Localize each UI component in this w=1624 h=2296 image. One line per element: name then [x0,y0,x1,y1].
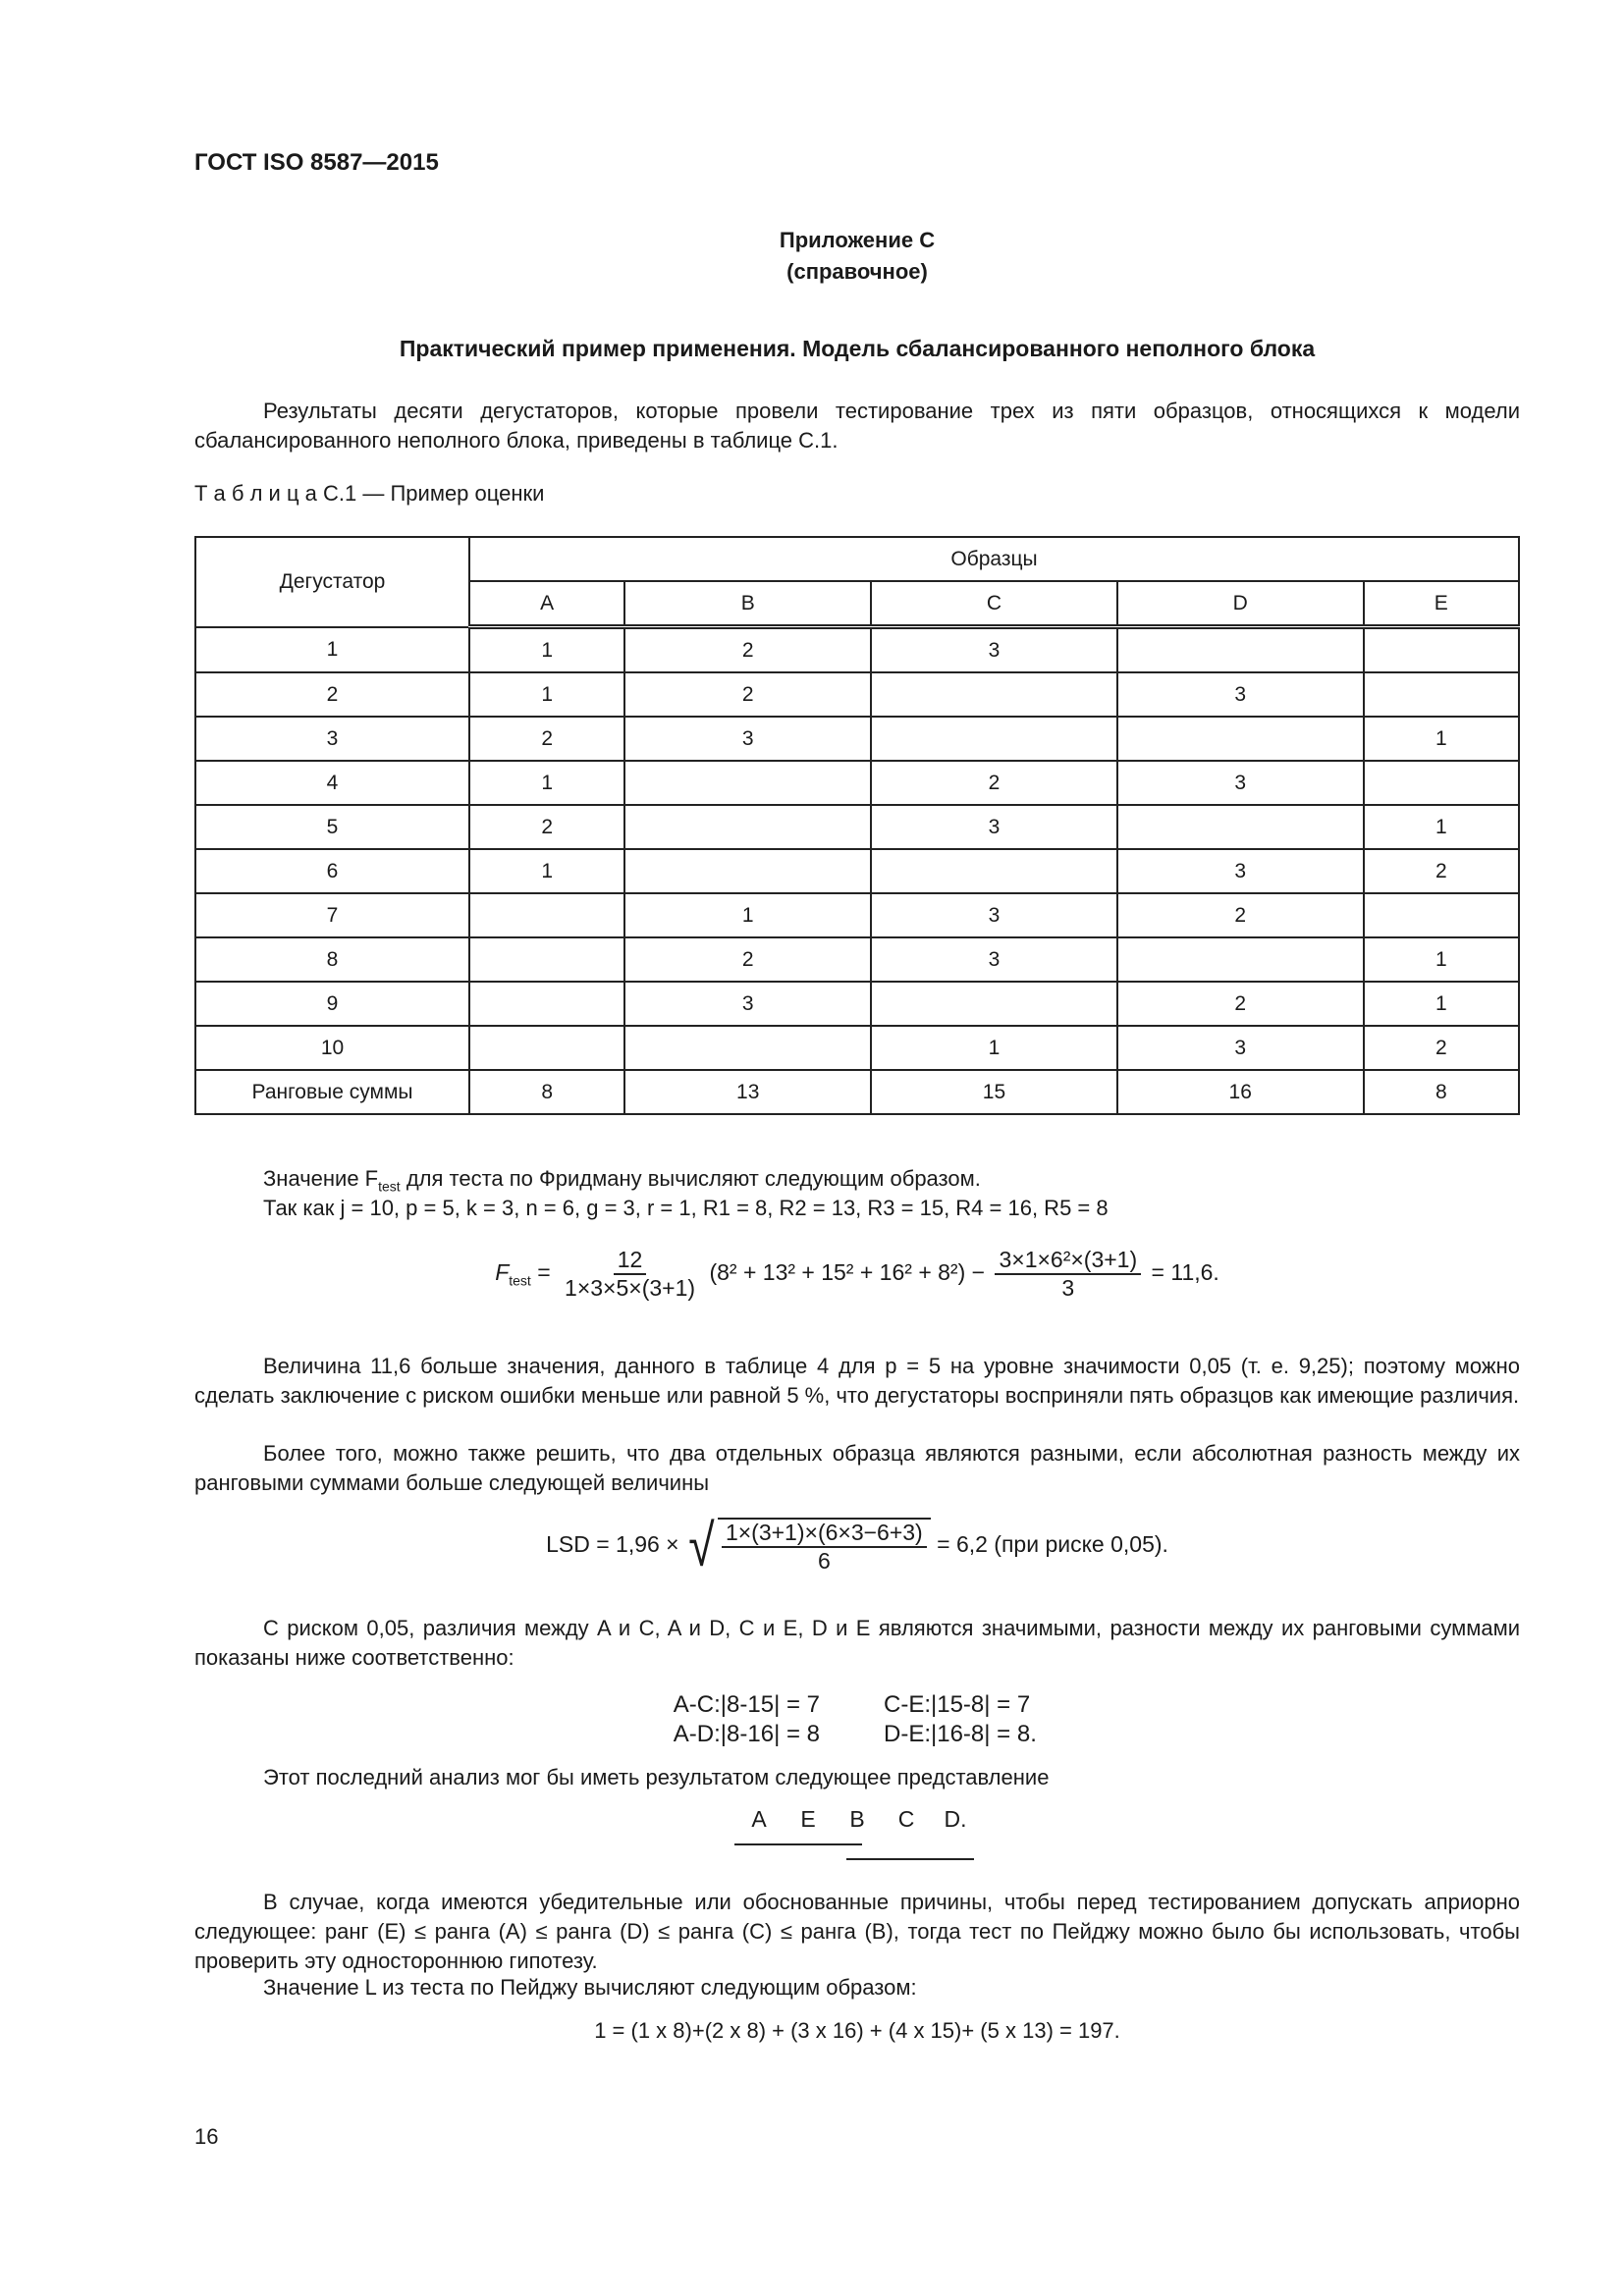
rank-cell [871,982,1117,1026]
taster-cell: 7 [195,893,469,937]
rank-cell [469,982,624,1026]
rank-cell: 3 [624,982,871,1026]
rank-cell: 13 [624,1070,871,1114]
rank-cell: 1 [1364,937,1519,982]
rank-cell: 3 [871,937,1117,982]
page-test-formula: 1 = (1 x 8)+(2 x 8) + (3 x 16) + (4 x 15)+ (5 x 13) = 197. [594,2018,1120,2043]
rank-cell: 8 [469,1070,624,1114]
friedman-formula: $F_{test}$ = $\frac{12}{1\times 3\times 5\times(3+1)}$ (8² + 13² + 15² + 16² + 8²) − $\frac{\text{3×1×6²×(3+1)}}{3}$ = 11,6. [495,1247,1219,1301]
rank-cell: 3 [871,805,1117,849]
last-analysis-text: Этот последний анализ мог бы иметь результатом следующее представление [263,1765,1050,1789]
table-row [195,717,1519,761]
rank-cell [1364,761,1519,805]
table-row [195,627,1519,673]
taster-cell: 6 [195,849,469,893]
rank-cell: 2 [469,717,624,761]
more-paragraph: Более того, можно также решить, что два отдельных образца являются разными, если абсолютная разность между их ранговыми суммами больше следующей величины [194,1441,1520,1495]
sqrt-sign: √ [688,1513,715,1578]
rank-cell [1364,893,1519,937]
table-row [195,849,1519,893]
sample-header: C [871,581,1117,627]
case-paragraph: В случае, когда имеются убедительные или обоснованные причины, чтобы перед тестированием допускать априорно следующее: ранг (E) ≤ ранга (A) ≤ ранга (D) ≤ ранга (C) ≤ ранга (B), тогда тест по Пейджу можно было бы использовать, чтобы проверить эту одностороннюю гипотезу. [194,1890,1520,1973]
taster-cell: 1 [195,627,469,673]
rank-cell: 3 [871,893,1117,937]
ranking-underline-a-b [734,1843,862,1845]
rank-cell [871,672,1117,717]
taster-cell: 8 [195,937,469,982]
rank-cell [1364,672,1519,717]
rank-cell: 1 [469,627,624,673]
rank-cell [1117,627,1364,673]
ranking-underline-b-d [846,1858,974,1860]
rank-cell: 3 [1117,761,1364,805]
rank-cell [1364,627,1519,673]
intro-paragraph: Результаты десяти дегустаторов, которые провели тестирование трех из пяти образцов, относящихся к модели сбалансированного неполного блока, приведены в таблице С.1. [194,399,1520,453]
page-number: 16 [194,2124,219,2149]
table-row [195,1070,1519,1114]
rank-cell: 1 [1364,717,1519,761]
friedman-intro: Значение $F_{test}$ для теста по Фридману вычисляют следующим образом. [263,1166,981,1195]
table-row [195,805,1519,849]
rank-cell [871,849,1117,893]
appendix-type: (справочное) [786,259,928,284]
rank-cell [871,717,1117,761]
rank-cell [624,1026,871,1070]
rank-cell [1117,717,1364,761]
rank-cell: 3 [1117,1026,1364,1070]
rank-cell: 1 [1364,982,1519,1026]
taster-cell: 3 [195,717,469,761]
rank-cell [469,937,624,982]
rank-cell [469,893,624,937]
taster-cell: 10 [195,1026,469,1070]
lsd-formula: LSD = 1,96 × √ $\frac{1\times(3+1)\times(6\times 3-6+3)}{6}$ = 6,2 (при риске 0,05). [546,1513,1168,1578]
appendix-title: Приложение С [779,228,936,252]
rank-cell: 1 [871,1026,1117,1070]
rank-cell: 16 [1117,1070,1364,1114]
rank-cell [624,849,871,893]
rank-cell: 2 [1364,849,1519,893]
rank-cell: 2 [1117,893,1364,937]
table-row [195,937,1519,982]
table-caption: Т а б л и ц а С.1 — Пример оценки [194,481,545,506]
table-row [195,982,1519,1026]
rank-cell: 1 [469,849,624,893]
rank-cell [1117,805,1364,849]
rank-cell: 2 [871,761,1117,805]
sample-header: B [624,581,871,627]
rank-cell: 2 [469,805,624,849]
rank-cell: 1 [469,761,624,805]
table-row [195,761,1519,805]
rank-cell: 2 [624,937,871,982]
rank-cell: 2 [624,672,871,717]
value-paragraph: Величина 11,6 больше значения, данного в таблице 4 для p = 5 на уровне значимости 0,05 (т. е. 9,25); поэтому можно сделать заключение с риском ошибки меньше или равной 5 %, что дегустаторы восприняли пять образцов как имеющие различия. [194,1354,1520,1408]
rank-cell: 3 [624,717,871,761]
taster-cell: 5 [195,805,469,849]
table-row [195,893,1519,937]
ranking: A E B C D. [751,1806,967,1832]
document-header: ГОСТ ISO 8587—2015 [194,149,439,176]
evaluation-table [194,536,1520,1115]
sample-header: E [1364,581,1519,627]
rank-cell [624,805,871,849]
diff-right: C-E:|15-8| = 7 D-E:|16-8| = 8. [884,1691,1037,1747]
rank-cell: 8 [1364,1070,1519,1114]
rank-cell: 1 [624,893,871,937]
taster-cell: 9 [195,982,469,1026]
sample-header: A [469,581,624,627]
table-row [195,1026,1519,1070]
rank-cell: 2 [1364,1026,1519,1070]
rank-cell: 1 [469,672,624,717]
rank-cell: 2 [624,627,871,673]
risk-paragraph: С риском 0,05, различия между A и C, A и D, C и E, D и E являются значимыми, разности между их ранговыми суммами показаны ниже соответственно: [194,1616,1520,1670]
taster-cell: 4 [195,761,469,805]
section-title: Практический пример применения. Модель сбалансированного неполного блока [399,336,1316,361]
table-row [195,672,1519,717]
rank-cell [624,761,871,805]
rank-cell: 1 [1364,805,1519,849]
diff-left: A-C:|8-15| = 7 A-D:|8-16| = 8 [673,1691,820,1747]
sample-header: D [1117,581,1364,627]
rank-cell: 3 [1117,849,1364,893]
page-test-intro: Значение L из теста по Пейджу вычисляют следующим образом: [263,1975,917,2000]
rank-cell: 3 [1117,672,1364,717]
taster-cell: Ранговые суммы [195,1070,469,1114]
rank-cell [469,1026,624,1070]
rank-cell [1117,937,1364,982]
rank-cell: 3 [871,627,1117,673]
taster-cell: 2 [195,672,469,717]
rank-cell: 15 [871,1070,1117,1114]
col-header-taster: Дегустатор [195,537,469,627]
friedman-params: Так как j = 10, p = 5, k = 3, n = 6, g = 3, r = 1, R1 = 8, R2 = 13, R3 = 15, R4 = 16, R5 = 8 [263,1196,1109,1220]
group-header-samples: Образцы [469,537,1519,581]
rank-cell: 2 [1117,982,1364,1026]
